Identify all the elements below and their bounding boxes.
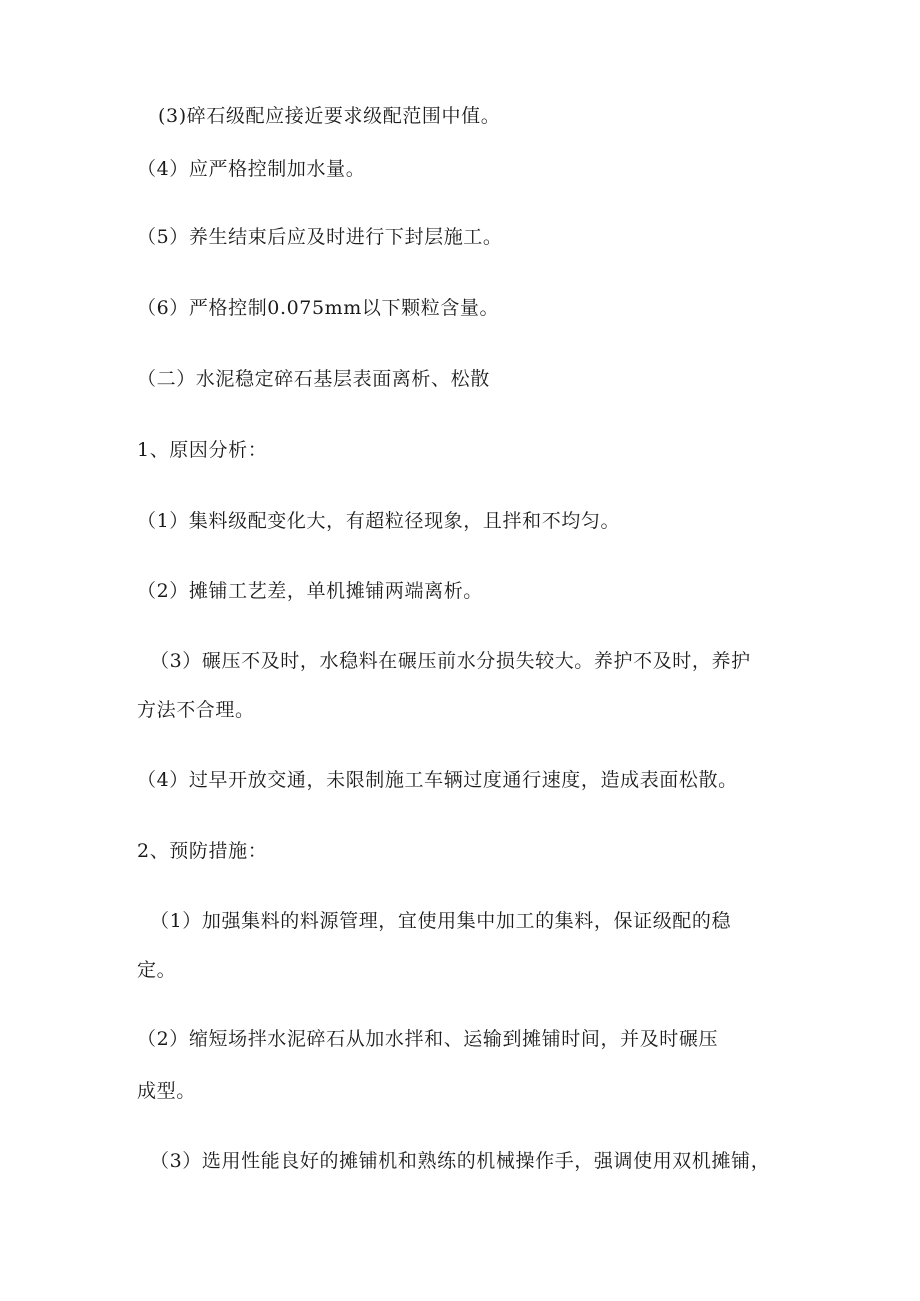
text-line-15: （2）缩短场拌水泥碎石从加水拌和、运输到摊铺时间，并及时碾压	[137, 1028, 719, 1050]
text-line-9: （3）碾压不及时，水稳料在碾压前水分损失较大。养护不及时，养护	[150, 650, 751, 672]
section-heading: （二）水泥稳定碎石基层表面离析、松散	[137, 368, 490, 390]
text-line-16: 成型。	[137, 1080, 196, 1102]
text-line-11: （4）过早开放交通，未限制施工车辆过度通行速度，造成表面松散。	[137, 769, 738, 791]
text-line-17: （3）选用性能良好的摊铺机和熟练的机械操作手，强调使用双机摊铺，	[150, 1150, 771, 1172]
text-line-2: （4）应严格控制加水量。	[137, 158, 366, 180]
text-line-13: （1）加强集料的料源管理，宜使用集中加工的集料，保证级配的稳	[150, 910, 732, 932]
text-line-10: 方法不合理。	[137, 699, 255, 721]
text-line-7: （1）集料级配变化大，有超粒径现象，且拌和不均匀。	[137, 510, 621, 532]
subheading-cause-analysis: 1、原因分析：	[137, 439, 268, 461]
subheading-prevention: 2、预防措施：	[137, 840, 268, 862]
text-line-1: (3)碎石级配应接近要求级配范围中值。	[158, 105, 501, 127]
text-line-14: 定。	[137, 959, 177, 981]
text-line-4: （6）严格控制0.075mm以下颗粒含量。	[137, 297, 500, 319]
text-line-8: （2）摊铺工艺差，单机摊铺两端离析。	[137, 580, 483, 602]
text-line-3: （5）养生结束后应及时进行下封层施工。	[137, 226, 503, 248]
